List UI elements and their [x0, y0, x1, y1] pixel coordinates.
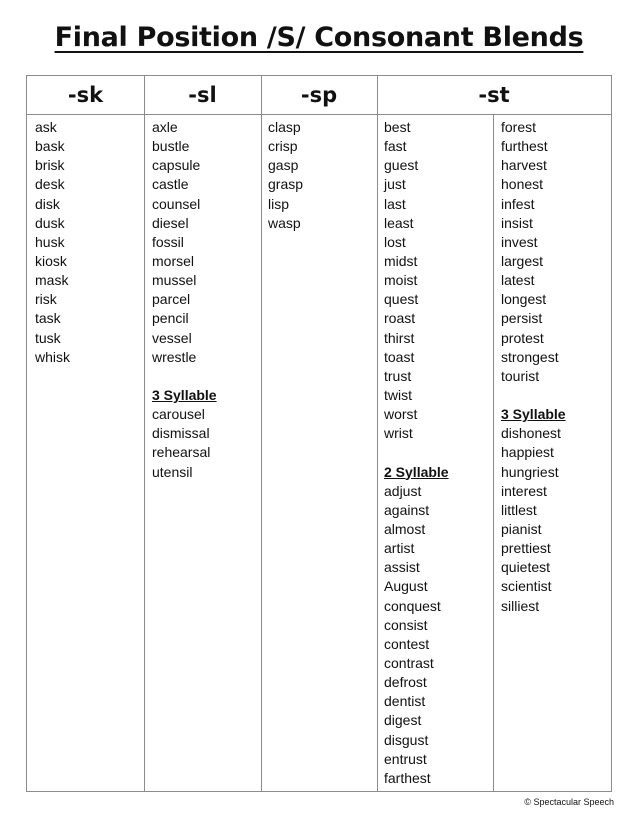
word-item: contrast	[384, 654, 434, 671]
word-item: invest	[501, 233, 538, 250]
word-item: happiest	[501, 444, 554, 461]
section-label: 3 Syllable	[152, 386, 217, 403]
word-item: kiosk	[35, 252, 67, 269]
word-item: fast	[384, 138, 407, 155]
word-item: conquest	[384, 597, 441, 614]
word-item: August	[384, 578, 428, 595]
word-item: toast	[384, 348, 415, 365]
word-item: crisp	[268, 138, 298, 155]
header-sp: -sp	[300, 83, 338, 107]
word-item: against	[384, 501, 430, 518]
word-item: fossil	[152, 233, 184, 250]
word-item: littlest	[501, 501, 537, 518]
word-item: ask	[35, 119, 57, 135]
word-item: hungriest	[501, 463, 559, 480]
word-item: protest	[501, 329, 544, 346]
header-st: -st	[478, 83, 510, 107]
word-item: brisk	[35, 157, 65, 174]
word-item: pencil	[152, 310, 189, 327]
column-sp	[268, 118, 303, 233]
word-item: grasp	[268, 176, 304, 193]
word-item: tourist	[501, 367, 540, 384]
word-item: quietest	[501, 559, 551, 576]
word-item: dentist	[384, 693, 426, 710]
word-item: longest	[501, 291, 547, 308]
word-item: artist	[384, 540, 415, 557]
word-item: worst	[384, 406, 418, 423]
word-item: quest	[384, 291, 419, 308]
word-item: harvest	[501, 157, 547, 174]
header-sl: -sl	[188, 83, 217, 107]
header-divider	[27, 114, 611, 115]
word-item: roast	[384, 310, 416, 327]
word-item: insist	[501, 214, 533, 231]
word-item: disk	[35, 195, 60, 212]
word-item: defrost	[384, 674, 427, 691]
word-item: vessel	[152, 329, 192, 346]
header-sk: -sk	[67, 83, 104, 107]
word-table	[26, 75, 612, 792]
word-item: capsule	[152, 157, 201, 174]
word-item: strongest	[501, 348, 559, 365]
word-item: infest	[501, 195, 535, 212]
word-item: mask	[35, 272, 69, 289]
word-item: disgust	[384, 731, 429, 748]
column-sl	[152, 118, 217, 482]
word-item: latest	[501, 272, 535, 289]
word-item: carousel	[152, 406, 205, 423]
word-item: utensil	[152, 463, 193, 480]
word-item: entrust	[384, 750, 427, 767]
word-item: silliest	[501, 597, 540, 614]
word-item: interest	[501, 482, 547, 499]
word-item: guest	[384, 157, 419, 174]
word-item: furthest	[501, 138, 548, 155]
word-item: twist	[384, 386, 412, 403]
word-item: prettiest	[501, 540, 551, 557]
word-item: dishonest	[501, 425, 561, 442]
word-item: mussel	[152, 272, 197, 289]
word-item: contest	[384, 635, 430, 652]
word-item: trust	[384, 367, 412, 384]
word-item: tusk	[35, 329, 61, 346]
word-item: parcel	[152, 291, 191, 308]
word-item: pianist	[501, 520, 542, 537]
word-item: clasp	[268, 119, 301, 135]
st-subcolumn-divider	[493, 114, 494, 791]
word-item: wrist	[384, 425, 413, 442]
word-item: morsel	[152, 252, 195, 269]
word-item: axle	[152, 119, 178, 135]
word-item: largest	[501, 252, 544, 269]
word-item: whisk	[35, 348, 71, 365]
column-st-left	[384, 118, 449, 788]
column-divider	[261, 76, 262, 791]
word-item: moist	[384, 272, 418, 289]
word-item: diesel	[152, 214, 189, 231]
word-item: thirst	[384, 329, 415, 346]
word-item: consist	[384, 616, 428, 633]
word-item: task	[35, 310, 61, 327]
word-item: bask	[35, 138, 65, 155]
word-item: lost	[384, 233, 406, 250]
word-item: desk	[35, 176, 65, 193]
column-sk	[35, 118, 70, 367]
word-item: rehearsal	[152, 444, 211, 461]
word-item: dusk	[35, 214, 65, 231]
word-item: midst	[384, 252, 418, 269]
word-item: best	[384, 119, 411, 135]
section-label: 3 Syllable	[501, 406, 566, 423]
word-item: assist	[384, 559, 420, 576]
word-item: risk	[35, 291, 57, 308]
column-divider	[144, 76, 145, 791]
word-item: counsel	[152, 195, 201, 212]
copyright-footer: © Spectacular Speech	[524, 797, 614, 807]
word-item: adjust	[384, 482, 422, 499]
word-item: honest	[501, 176, 544, 193]
column-st-right	[501, 118, 566, 616]
word-item: husk	[35, 233, 65, 250]
word-item: wrestle	[152, 348, 197, 365]
word-item: gasp	[268, 157, 299, 174]
word-item: lisp	[268, 195, 290, 212]
word-item: bustle	[152, 138, 190, 155]
word-item: last	[384, 195, 406, 212]
word-item: farthest	[384, 769, 431, 786]
section-label: 2 Syllable	[384, 463, 449, 480]
column-divider	[377, 76, 378, 791]
word-item: scientist	[501, 578, 552, 595]
page-title: Final Position /S/ Consonant Blends	[54, 22, 584, 53]
word-item: digest	[384, 712, 422, 729]
word-item: almost	[384, 520, 426, 537]
word-item: forest	[501, 119, 537, 135]
word-item: persist	[501, 310, 543, 327]
word-item: wasp	[268, 214, 301, 231]
word-item: least	[384, 214, 414, 231]
word-item: just	[384, 176, 406, 193]
word-item: castle	[152, 176, 189, 193]
word-item: dismissal	[152, 425, 210, 442]
